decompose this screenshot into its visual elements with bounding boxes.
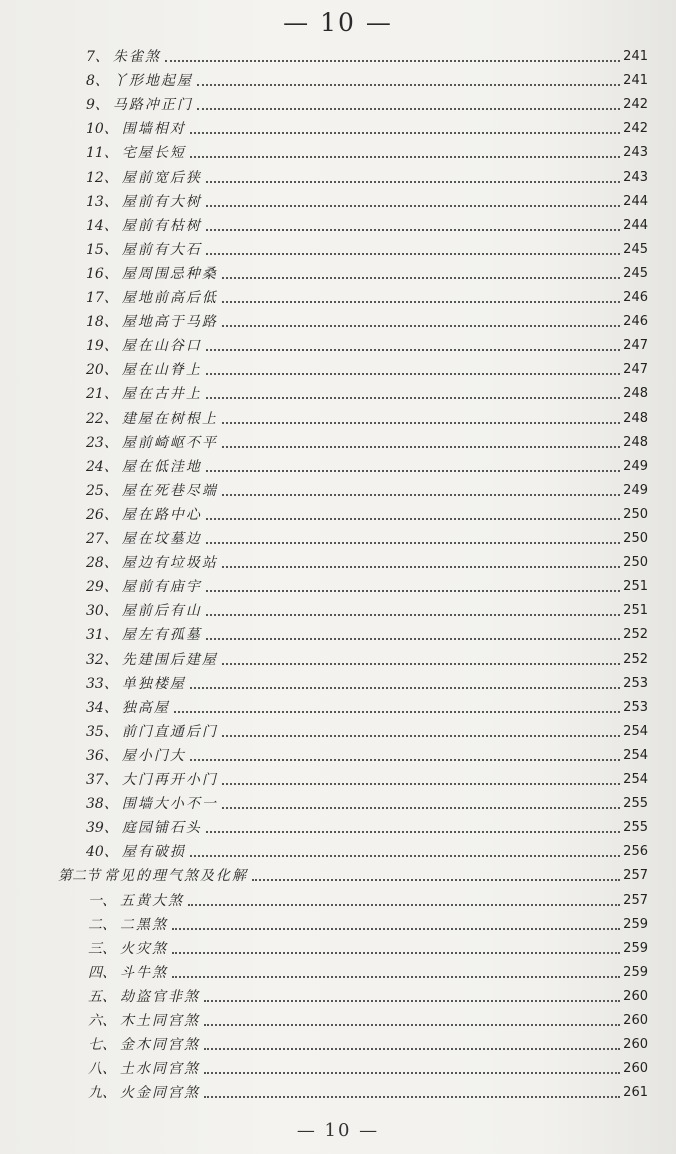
dot-leader bbox=[206, 637, 620, 640]
dot-leader bbox=[206, 541, 620, 544]
toc-entry-number: 四、 bbox=[88, 964, 116, 981]
toc-entry-number: 39、 bbox=[86, 820, 118, 837]
toc-entry-title: 屋在古井上 bbox=[121, 386, 202, 403]
dot-leader bbox=[197, 107, 620, 110]
toc-entry-title: 大门再开小门 bbox=[121, 772, 218, 788]
toc-entry-title: 火金同宫煞 bbox=[120, 1085, 200, 1102]
toc-entry-number: 二、 bbox=[88, 916, 116, 933]
toc-entry-label bbox=[86, 335, 202, 357]
dot-leader bbox=[222, 421, 620, 424]
toc-page-number: 245 bbox=[623, 265, 648, 281]
toc-page-number: 249 bbox=[623, 482, 648, 498]
toc-entry-label bbox=[86, 649, 218, 671]
toc-entry-title: 屋前崎岖不平 bbox=[121, 434, 218, 451]
dot-leader bbox=[222, 734, 620, 737]
toc-entry-title: 火灾煞 bbox=[120, 940, 168, 957]
toc-entry-title: 屋边有垃圾站 bbox=[121, 555, 218, 572]
toc-entry-label bbox=[86, 46, 161, 68]
toc-entry-number: 一、 bbox=[88, 892, 116, 909]
toc-entry bbox=[86, 215, 648, 237]
toc-entry-title: 建屋在树根上 bbox=[121, 410, 218, 427]
toc-entry-number: 30、 bbox=[86, 603, 118, 620]
toc-entry-title: 屋在路中心 bbox=[121, 506, 202, 523]
dot-leader bbox=[206, 228, 620, 231]
toc-entry bbox=[86, 649, 648, 671]
toc-entry-number: 27、 bbox=[86, 531, 118, 547]
toc-page-number: 260 bbox=[623, 1013, 648, 1028]
toc-entry bbox=[86, 673, 648, 695]
toc-page-number: 255 bbox=[623, 796, 648, 812]
toc-entry bbox=[86, 239, 648, 261]
toc-entry-label bbox=[86, 118, 186, 140]
toc-entry-number: 24、 bbox=[86, 458, 118, 475]
toc-entry-label bbox=[88, 914, 168, 936]
toc-entry-number: 13、 bbox=[86, 193, 118, 210]
dot-leader bbox=[206, 589, 620, 592]
toc-entry bbox=[86, 769, 648, 791]
toc-entry-number: 11、 bbox=[86, 145, 118, 162]
toc-entry bbox=[86, 841, 648, 863]
toc-entry-label bbox=[86, 528, 202, 550]
toc-entry-number: 七、 bbox=[88, 1037, 116, 1054]
toc-entry-number: 五、 bbox=[88, 988, 116, 1005]
dot-leader bbox=[222, 493, 620, 496]
dot-leader bbox=[206, 830, 620, 833]
toc-entry bbox=[86, 167, 648, 189]
toc-entry-label bbox=[86, 70, 193, 92]
toc-entry-number: 八、 bbox=[88, 1061, 116, 1078]
toc-entry bbox=[86, 528, 648, 550]
dot-leader bbox=[206, 252, 620, 255]
toc-page-number: 260 bbox=[623, 988, 648, 1004]
toc-entry-label bbox=[86, 697, 170, 719]
toc-entry-number: 28、 bbox=[86, 555, 118, 572]
toc-entry-title: 屋有破损 bbox=[121, 844, 186, 861]
toc-page-number: 246 bbox=[623, 314, 648, 330]
toc-entry-title: 独高屋 bbox=[121, 699, 170, 716]
toc-entry-label bbox=[86, 600, 202, 622]
dot-leader bbox=[172, 927, 620, 930]
toc-entry-title: 屋在山谷口 bbox=[121, 338, 202, 355]
toc-entry-title: 屋前有大树 bbox=[121, 193, 202, 210]
dot-leader bbox=[204, 1071, 620, 1074]
toc-entry bbox=[88, 1082, 648, 1104]
toc-entry-number: 37、 bbox=[86, 772, 118, 788]
dot-leader bbox=[204, 1047, 620, 1050]
toc-entry-number: 18、 bbox=[86, 314, 118, 331]
toc-entry-label bbox=[86, 721, 218, 743]
toc-entry-title: 屋在死巷尽端 bbox=[121, 482, 218, 499]
toc-entry-number: 9、 bbox=[86, 97, 109, 114]
toc-page-number: 248 bbox=[623, 410, 648, 426]
toc-entry-title: 土水同宫煞 bbox=[120, 1061, 200, 1078]
toc-entry bbox=[86, 480, 648, 502]
dot-leader bbox=[165, 59, 620, 62]
toc-entry bbox=[86, 263, 648, 285]
dot-leader bbox=[222, 300, 620, 303]
toc-page-number: 244 bbox=[623, 217, 648, 233]
toc-entry-label bbox=[86, 311, 218, 333]
toc-page-number: 259 bbox=[623, 940, 648, 956]
toc-entry-number: 8、 bbox=[86, 73, 109, 90]
toc-entry-number: 六、 bbox=[88, 1013, 116, 1029]
toc-page-number: 260 bbox=[623, 1037, 648, 1053]
toc-entry-label bbox=[88, 1082, 200, 1104]
dot-leader bbox=[222, 806, 620, 809]
toc-entry-title: 屋前有庙宇 bbox=[121, 579, 202, 596]
toc-page-number: 250 bbox=[623, 531, 648, 546]
page-footer-number: — 10 — bbox=[296, 1120, 380, 1141]
toc-entry-title: 劫盗官非煞 bbox=[120, 988, 200, 1005]
toc-entry-number: 40、 bbox=[86, 844, 118, 861]
toc-entry-label bbox=[86, 408, 218, 430]
toc-page-number: 250 bbox=[623, 555, 648, 571]
toc-entry bbox=[86, 504, 648, 526]
toc-page-number: 247 bbox=[623, 338, 648, 354]
toc-entry-title: 单独楼屋 bbox=[121, 675, 186, 692]
toc-entry bbox=[88, 1034, 648, 1056]
toc-entry-number: 34、 bbox=[86, 699, 118, 716]
toc-entry-title: 先建围后建屋 bbox=[121, 651, 218, 668]
toc-entry-title: 庭园铺石头 bbox=[121, 820, 202, 837]
toc-entry-label bbox=[86, 456, 202, 478]
toc-entry-title: 屋前后有山 bbox=[121, 603, 202, 620]
toc-entry bbox=[88, 914, 648, 936]
toc-entry-number: 15、 bbox=[86, 241, 118, 258]
toc-entry-number: 九、 bbox=[88, 1085, 116, 1102]
dot-leader bbox=[222, 565, 620, 568]
toc-entry-label bbox=[88, 1058, 200, 1080]
toc-entry bbox=[86, 359, 648, 381]
toc-entry-label bbox=[86, 432, 218, 454]
toc-entry-label bbox=[86, 673, 186, 695]
toc-page-number: 256 bbox=[623, 844, 648, 860]
toc-entry-number: 20、 bbox=[86, 362, 118, 379]
toc-entry bbox=[86, 383, 648, 405]
toc-page-number: 255 bbox=[623, 820, 648, 836]
toc-entry-number: 14、 bbox=[86, 217, 118, 234]
toc-entry-title: 朱雀煞 bbox=[112, 49, 161, 65]
toc-page-number: 251 bbox=[623, 603, 648, 619]
toc-entry-label bbox=[88, 1034, 200, 1056]
toc-entry-title: 屋前有大石 bbox=[121, 241, 202, 258]
toc-entry-number: 16、 bbox=[86, 265, 118, 282]
toc-entry-label bbox=[86, 94, 193, 116]
toc-page-number: 260 bbox=[623, 1061, 648, 1077]
toc-entry-title: 斗牛煞 bbox=[120, 964, 168, 981]
dot-leader bbox=[190, 854, 620, 857]
toc-entry-title: 屋在低洼地 bbox=[121, 458, 202, 475]
toc-page-number: 245 bbox=[623, 241, 648, 257]
toc-entry bbox=[86, 793, 648, 815]
toc-entry-label bbox=[88, 938, 168, 960]
toc-entry-title: 屋地前高后低 bbox=[121, 290, 218, 306]
toc-entry-number: 三、 bbox=[88, 940, 116, 957]
toc-entry-number: 35、 bbox=[86, 723, 118, 740]
toc-entry-title: 前门直通后门 bbox=[121, 723, 218, 740]
toc-entry-label bbox=[86, 624, 202, 646]
toc-entry bbox=[86, 817, 648, 839]
toc-entry-title: 丫形地起屋 bbox=[112, 73, 193, 90]
toc-entry-number: 36、 bbox=[86, 747, 118, 764]
dot-leader bbox=[172, 975, 620, 978]
toc-page-number: 257 bbox=[623, 868, 648, 884]
toc-entry-title: 宅屋长短 bbox=[121, 145, 186, 162]
toc-entry-label bbox=[86, 841, 186, 863]
dot-leader bbox=[222, 782, 620, 785]
toc-entry bbox=[86, 142, 648, 164]
toc-entry-number: 26、 bbox=[86, 506, 118, 523]
toc-entry-label bbox=[86, 383, 202, 405]
dot-leader bbox=[197, 83, 620, 86]
toc-entry-number: 第二节 bbox=[58, 868, 100, 885]
toc-entry-label bbox=[88, 1010, 200, 1032]
toc-entry-number: 29、 bbox=[86, 579, 118, 596]
toc-entry bbox=[86, 721, 648, 743]
toc-entry-title: 金木同宫煞 bbox=[120, 1037, 200, 1054]
toc-page-number: 252 bbox=[623, 627, 648, 643]
toc-entry-number: 25、 bbox=[86, 482, 118, 499]
toc-entry bbox=[88, 986, 648, 1008]
dot-leader bbox=[252, 878, 620, 881]
toc-entry-label bbox=[86, 793, 218, 815]
toc-entry-title: 木土同宫煞 bbox=[120, 1013, 200, 1029]
dot-leader bbox=[190, 155, 620, 158]
toc-entry-number: 19、 bbox=[86, 338, 118, 355]
toc-entry bbox=[86, 408, 648, 430]
toc-entry-title: 马路冲正门 bbox=[112, 97, 193, 114]
toc-entry bbox=[88, 938, 648, 960]
dot-leader bbox=[206, 469, 620, 472]
dot-leader bbox=[206, 613, 620, 616]
toc-entry bbox=[86, 335, 648, 357]
dot-leader bbox=[204, 1095, 620, 1098]
toc-page-number: 252 bbox=[623, 651, 648, 667]
toc-entry-label bbox=[86, 480, 218, 502]
toc-entry-label bbox=[86, 552, 218, 574]
toc-entry bbox=[86, 94, 648, 116]
toc-entry-label bbox=[88, 890, 184, 912]
toc-entry-label bbox=[86, 769, 218, 791]
toc-entry-label bbox=[86, 167, 202, 189]
toc-entry-label bbox=[86, 142, 186, 164]
toc-entry bbox=[86, 624, 648, 646]
dot-leader bbox=[190, 686, 620, 689]
toc-entry-title: 屋在山脊上 bbox=[121, 362, 202, 379]
toc-entry bbox=[86, 311, 648, 333]
toc-entry-title: 屋前宽后狭 bbox=[121, 169, 202, 186]
dot-leader bbox=[204, 1023, 620, 1026]
dot-leader bbox=[222, 662, 620, 665]
toc-entry-label bbox=[86, 191, 202, 213]
toc-entry-label bbox=[86, 504, 202, 526]
dot-leader bbox=[222, 324, 620, 327]
toc-entry-title: 二黑煞 bbox=[120, 916, 168, 933]
toc-entry bbox=[88, 1058, 648, 1080]
toc-section-heading bbox=[58, 865, 648, 887]
dot-leader bbox=[206, 517, 620, 520]
toc-page-number: 253 bbox=[623, 699, 648, 715]
toc-entry-number: 21、 bbox=[86, 386, 118, 403]
dot-leader bbox=[206, 180, 620, 183]
dot-leader bbox=[206, 396, 620, 399]
toc-entry-number: 12、 bbox=[86, 169, 118, 186]
dot-leader bbox=[222, 445, 620, 448]
toc-entry bbox=[86, 191, 648, 213]
toc-entry-title: 围墙相对 bbox=[121, 121, 186, 138]
toc-page-number: 250 bbox=[623, 506, 648, 522]
toc-page-number: 246 bbox=[623, 290, 648, 305]
toc-page-number: 242 bbox=[623, 121, 648, 137]
toc-page-number: 248 bbox=[623, 434, 648, 450]
toc-entry-number: 22、 bbox=[86, 410, 118, 427]
toc-entry-number: 38、 bbox=[86, 796, 118, 813]
dot-leader bbox=[190, 131, 620, 134]
toc-entry-number: 33、 bbox=[86, 675, 118, 692]
toc-entry-label bbox=[58, 865, 248, 887]
toc-page-number: 242 bbox=[623, 97, 648, 113]
toc-entry-label bbox=[86, 359, 202, 381]
toc-entry-number: 17、 bbox=[86, 290, 118, 306]
dot-leader bbox=[190, 758, 620, 761]
dot-leader bbox=[206, 372, 620, 375]
toc-entry bbox=[86, 118, 648, 140]
toc-entry-label bbox=[86, 817, 202, 839]
toc-entry-number: 10、 bbox=[86, 121, 118, 138]
toc-entry bbox=[86, 287, 648, 309]
toc-page-number: 254 bbox=[623, 747, 648, 763]
toc-entry-title: 屋在坟墓边 bbox=[121, 531, 202, 547]
toc-entry-title: 屋地高于马路 bbox=[121, 314, 218, 331]
toc-entry bbox=[86, 46, 648, 68]
toc-entry-label bbox=[86, 576, 202, 598]
toc-page-number: 259 bbox=[623, 964, 648, 980]
toc-page-number: 254 bbox=[623, 772, 648, 787]
toc-entry-label bbox=[88, 962, 168, 984]
toc-page-number: 261 bbox=[623, 1085, 648, 1101]
toc-page-number: 241 bbox=[623, 49, 648, 64]
dot-leader bbox=[174, 710, 620, 713]
toc-entry-number: 31、 bbox=[86, 627, 118, 644]
toc-entry-title: 屋前有枯树 bbox=[121, 217, 202, 234]
dot-leader bbox=[188, 903, 620, 906]
toc-entry bbox=[88, 1010, 648, 1032]
toc-page-number: 251 bbox=[623, 579, 648, 595]
toc-entry-label bbox=[88, 986, 200, 1008]
toc-entry bbox=[86, 432, 648, 454]
toc-entry-label bbox=[86, 239, 202, 261]
toc-page-number: 249 bbox=[623, 458, 648, 474]
toc-entry bbox=[88, 890, 648, 912]
toc-entry bbox=[86, 456, 648, 478]
dot-leader bbox=[222, 276, 620, 279]
toc-entry bbox=[88, 962, 648, 984]
toc-entry-title: 常见的理气煞及化解 bbox=[104, 868, 248, 885]
toc-page-number: 248 bbox=[623, 386, 648, 402]
toc-entry bbox=[86, 745, 648, 767]
toc-entry-title: 屋左有孤墓 bbox=[121, 627, 202, 644]
toc-entry bbox=[86, 552, 648, 574]
toc-page-number: 241 bbox=[623, 73, 648, 89]
toc-page-number: 259 bbox=[623, 916, 648, 932]
dot-leader bbox=[204, 999, 620, 1002]
toc-entry-label bbox=[86, 263, 218, 285]
toc-page-number: 257 bbox=[623, 892, 648, 908]
toc-page-number: 243 bbox=[623, 145, 648, 161]
toc-entry-number: 23、 bbox=[86, 434, 118, 451]
toc-entry bbox=[86, 697, 648, 719]
toc-entry-label bbox=[86, 215, 202, 237]
toc-entry-number: 7、 bbox=[86, 49, 109, 65]
toc-entry bbox=[86, 70, 648, 92]
toc-entry-title: 屋周围忌种桑 bbox=[121, 265, 218, 282]
toc-entry bbox=[86, 600, 648, 622]
toc-page-number: 247 bbox=[623, 362, 648, 378]
toc-entry bbox=[86, 576, 648, 598]
dot-leader bbox=[206, 204, 620, 207]
toc-entry-label bbox=[86, 745, 186, 767]
toc-page-number: 244 bbox=[623, 193, 648, 209]
toc-entry-title: 围墙大小不一 bbox=[121, 796, 218, 813]
toc-entry-title: 屋小门大 bbox=[121, 747, 186, 764]
dot-leader bbox=[206, 348, 620, 351]
page-header-number: — 10 — bbox=[283, 8, 393, 37]
toc-entry-number: 32、 bbox=[86, 651, 118, 668]
toc-entry-title: 五黄大煞 bbox=[120, 892, 184, 909]
toc-page-number: 253 bbox=[623, 675, 648, 691]
toc-page-number: 243 bbox=[623, 169, 648, 185]
dot-leader bbox=[172, 951, 620, 954]
toc-entry-label bbox=[86, 287, 218, 309]
toc-page-number: 254 bbox=[623, 723, 648, 739]
